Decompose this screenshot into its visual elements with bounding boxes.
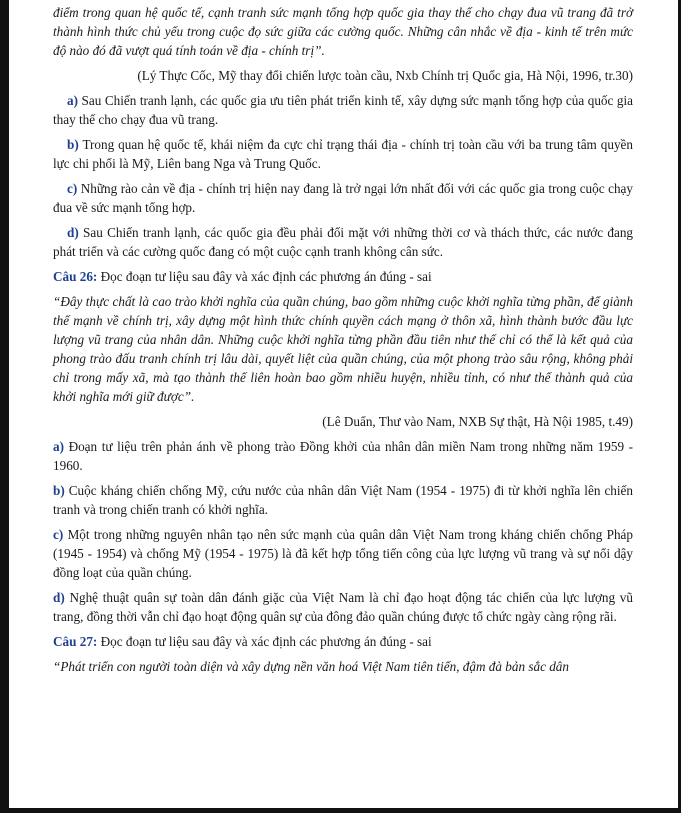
document-page	[53, 3, 633, 682]
question-label: Câu 26:	[53, 269, 98, 284]
option-text: Những rào cản về địa - chính trị hiện nay đang là trở ngại lớn nhất đối với các quốc gia trong cuộc chạy đua về sức mạnh tổng hợp.	[53, 181, 634, 215]
option-text: Đoạn tư liệu trên phản ánh về phong trào Đồng khởi của nhân dân miền Nam trong những năm 1959 - 1960.	[53, 439, 633, 473]
option-a	[53, 91, 633, 129]
source-citation: (Lê Duẩn, Thư vào Nam, NXB Sự thật, Hà Nội 1985, t.49)	[322, 414, 633, 429]
option-d	[53, 588, 633, 626]
option-label: d)	[67, 225, 79, 240]
question-text: Đọc đoạn tư liệu sau đây và xác định các phương án đúng - sai	[100, 269, 432, 284]
option-text: Sau Chiến tranh lạnh, các quốc gia đều phải đối mặt với những thời cơ và thách thức, các nước đang phát triển và các cường quốc đang có một cuộc cạnh tranh không cân sức.	[53, 225, 634, 259]
option-label: b)	[53, 483, 65, 498]
option-text: Sau Chiến tranh lạnh, các quốc gia ưu tiên phát triển kinh tế, xây dựng sức mạnh tổng hợp của quốc gia thay thế cho chạy đua vũ trang.	[53, 93, 633, 127]
question-label: Câu 27:	[53, 634, 98, 649]
option-text: Một trong những nguyên nhân tạo nên sức mạnh của quân dân Việt Nam trong kháng chiến chống Pháp (1945 - 1954) và chống Mỹ (1954 - 1975) là đã kết hợp tổng tiến công của lực lượng vũ trang và sự nổi dậy đồng loạt của quần chúng.	[53, 527, 633, 580]
page-frame-left	[0, 0, 9, 813]
option-label: c)	[53, 527, 64, 542]
option-label: a)	[53, 439, 64, 454]
option-label: b)	[67, 137, 79, 152]
option-text: Nghệ thuật quân sự toàn dân đánh giặc của Việt Nam là chỉ đạo hoạt động tác chiến của lực lượng vũ trang, đồng thời vẫn chỉ đạo hoạt động quân sự của đông đảo quần chúng được tổ chức ngày càng rộng rãi.	[53, 590, 633, 624]
option-label: d)	[53, 590, 65, 605]
option-c	[53, 525, 633, 582]
quote-paragraph: “Đây thực chất là cao trào khởi nghĩa của quần chúng, bao gồm những cuộc khởi nghĩa từng phần, để giành thế mạnh về chính trị, xây dựng một hình thức chính quyền cách mạng ở thôn xã, hình thành bước đầu lực lượng vũ trang của nhân dân. Những cuộc khởi nghĩa từng phần đầu tiên như thế chỉ có thể là kết quả của phong trào đấu tranh chính trị lâu dài, quyết liệt của quần chúng, của một phong trào sâu rộng, không phải chỉ trong mấy xã, mà tạo thành thế liên hoàn bao gồm nhiều huyện, nhiều tỉnh, có như thế thành quả của khởi nghĩa mới giữ được”.	[53, 294, 633, 404]
question-text: Đọc đoạn tư liệu sau đây và xác định các phương án đúng - sai	[100, 634, 432, 649]
option-a	[53, 437, 633, 475]
question-heading	[53, 267, 633, 286]
option-b	[53, 135, 633, 173]
option-b	[53, 481, 633, 519]
option-label: c)	[67, 181, 78, 196]
option-d	[53, 223, 633, 261]
question-heading	[53, 632, 633, 651]
option-label: a)	[67, 93, 78, 108]
quote-paragraph: điểm trong quan hệ quốc tế, cạnh tranh sức mạnh tổng hợp quốc gia thay thế cho chạy đua vũ trang đã trở thành hình thức chủ yếu trong cuộc đọ sức giữa các cường quốc. Những cân nhắc về địa - kinh tế trên mức độ nào đó đã vượt quá tính toán về địa - chính trị”.	[53, 5, 633, 58]
page-frame-bottom	[0, 808, 681, 813]
option-c	[53, 179, 633, 217]
quote-paragraph: “Phát triển con người toàn diện và xây dựng nền văn hoá Việt Nam tiên tiến, đậm đà bản sắc dân	[53, 659, 569, 674]
option-text: Trong quan hệ quốc tế, khái niệm đa cực chỉ trạng thái địa - chính trị toàn cầu với ba trung tâm quyền lực chi phối là Mỹ, Liên bang Nga và Trung Quốc.	[53, 137, 633, 171]
source-citation: (Lý Thực Cốc, Mỹ thay đổi chiến lược toàn cầu, Nxb Chính trị Quốc gia, Hà Nội, 1996, tr.30)	[137, 68, 633, 83]
option-text: Cuộc kháng chiến chống Mỹ, cứu nước của nhân dân Việt Nam (1954 - 1975) đi từ khởi nghĩa lên chiến tranh và trong chiến tranh có khởi nghĩa.	[53, 483, 634, 517]
